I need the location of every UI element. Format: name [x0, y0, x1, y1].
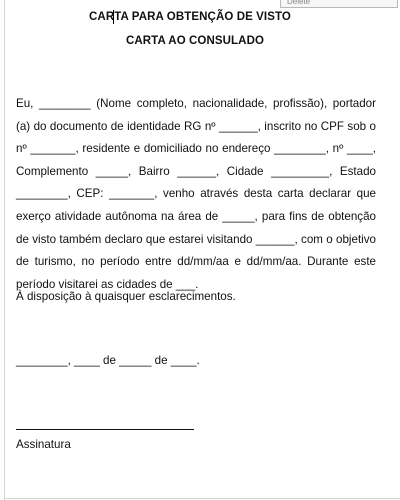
document-subtitle: CARTA AO CONSULADO	[125, 35, 265, 47]
signature-line	[16, 429, 194, 430]
date-line: ________, ____ de _____ de ____.	[16, 354, 200, 367]
body-paragraph: Eu, ________ (Nome completo, nacionalidade, profissão), portador (a) do documento de identidade RG nº ______, inscrito no CPF sob o nº _______, residente e domiciliado no endereço ________, nº ____, Complemento _____, Bairro ______, Cidade _________, Estado ________, CEP: _______, venho através desta carta declarar que exerço atividade autônoma na área de _____, para fins de obtenção de visto também declaro que estarei visitando ______, com o objetivo de turismo, no período entre dd/mm/aa e dd/mm/aa. Durante este período visitarei as cidades de ___.	[16, 97, 376, 291]
closing-text: À disposição à quaisquer esclarecimentos.	[16, 290, 236, 303]
signature-label: Assinatura	[16, 438, 71, 451]
document-title: CARTA PARA OBTENÇÃO DE VISTO	[89, 11, 291, 23]
delete-button[interactable]: Delete	[280, 0, 398, 8]
page-bottom-edge	[4, 498, 400, 499]
page-left-edge	[4, 0, 5, 500]
